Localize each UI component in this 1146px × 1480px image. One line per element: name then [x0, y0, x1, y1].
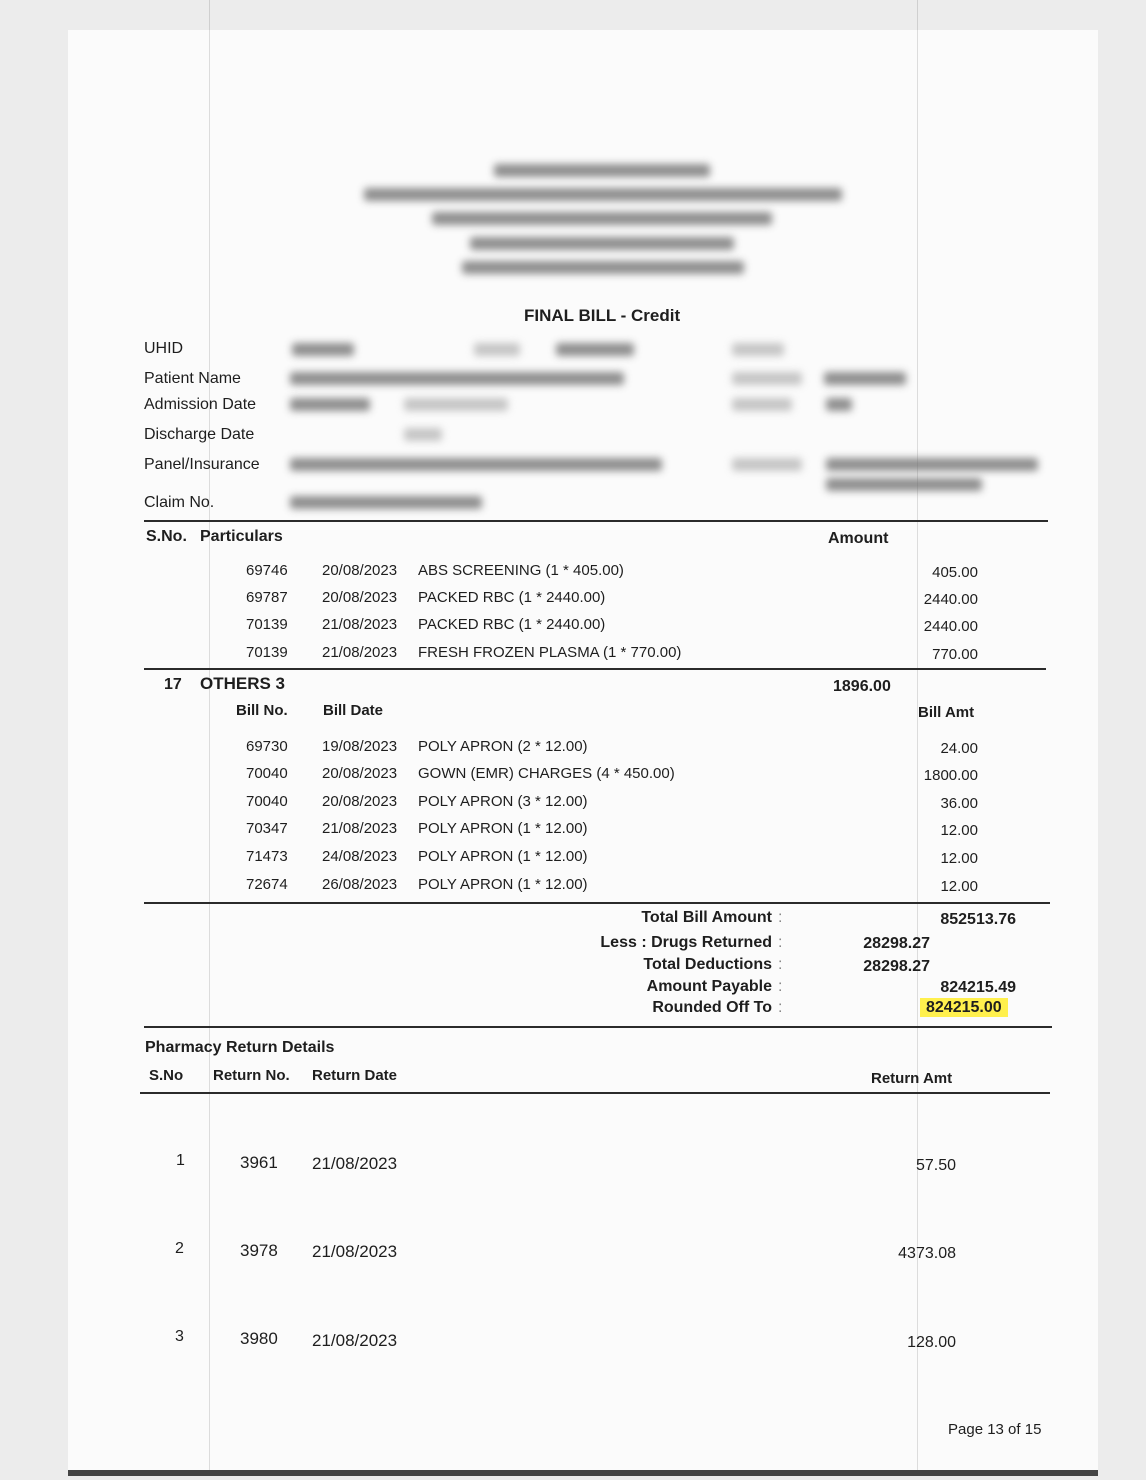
- return-amt-header: Return Amt: [871, 1070, 953, 1087]
- amount-cell: 770.00: [932, 646, 978, 663]
- date-cell: 20/08/2023: [322, 562, 398, 579]
- uhid-label: UHID: [144, 340, 184, 357]
- particular-cell: PACKED RBC (1 * 2440.00): [418, 616, 606, 633]
- date-cell: 20/08/2023: [322, 793, 398, 810]
- discharge-date-label: Discharge Date: [144, 426, 255, 443]
- claim-no-label: Claim No.: [144, 494, 215, 511]
- amount-cell: 405.00: [932, 564, 978, 581]
- particulars-header: Particulars: [200, 528, 283, 545]
- bill-no-cell: 70347: [246, 820, 288, 837]
- return-sno-cell: 1: [176, 1152, 185, 1169]
- date-cell: 21/08/2023: [322, 616, 398, 633]
- return-date-cell: 21/08/2023: [312, 1331, 398, 1350]
- less-drugs-label: Less : Drugs Returned: [600, 934, 772, 951]
- return-amt-cell: 128.00: [907, 1334, 956, 1351]
- amount-cell: 12.00: [940, 850, 978, 867]
- amount-cell: 1800.00: [923, 767, 978, 784]
- others-sno: 17: [164, 676, 182, 693]
- particular-cell: GOWN (EMR) CHARGES (4 * 450.00): [418, 765, 675, 782]
- separator: :: [778, 909, 783, 926]
- bill-no-cell: 69730: [246, 738, 288, 755]
- bill-no-cell: 69746: [246, 562, 288, 579]
- total-bill-label: Total Bill Amount: [641, 909, 772, 926]
- amount-cell: 24.00: [940, 740, 978, 757]
- panel-insurance-label: Panel/Insurance: [144, 456, 260, 473]
- divider: [144, 902, 1050, 904]
- amount-payable-label: Amount Payable: [646, 978, 772, 995]
- return-no-header: Return No.: [213, 1067, 290, 1084]
- amount-cell: 2440.00: [923, 591, 978, 608]
- date-cell: 24/08/2023: [322, 848, 398, 865]
- date-cell: 20/08/2023: [322, 589, 398, 606]
- separator: :: [778, 956, 783, 973]
- particular-cell: POLY APRON (1 * 12.00): [418, 848, 588, 865]
- scan-fold-line: [209, 0, 210, 1470]
- bill-no-cell: 72674: [246, 876, 288, 893]
- pharmacy-returns-title: Pharmacy Return Details: [145, 1039, 335, 1056]
- bill-no-cell: 70040: [246, 793, 288, 810]
- date-cell: 26/08/2023: [322, 876, 398, 893]
- amount-cell: 12.00: [940, 878, 978, 895]
- amount-payable-value: 824215.49: [940, 979, 1016, 996]
- divider: [140, 1092, 1050, 1094]
- return-amt-cell: 57.50: [915, 1157, 956, 1174]
- others-title: OTHERS 3: [200, 674, 286, 693]
- total-deductions-label: Total Deductions: [643, 956, 772, 973]
- others-total: 1896.00: [833, 678, 891, 695]
- total-deductions-value: 28298.27: [863, 958, 930, 975]
- amount-cell: 2440.00: [923, 618, 978, 635]
- return-date-header: Return Date: [312, 1067, 398, 1084]
- particular-cell: ABS SCREENING (1 * 405.00): [418, 562, 624, 579]
- bill-no-cell: 70040: [246, 765, 288, 782]
- return-no-cell: 3961: [240, 1153, 278, 1172]
- return-sno-cell: 2: [175, 1240, 184, 1257]
- particular-cell: POLY APRON (3 * 12.00): [418, 793, 588, 810]
- bill-no-cell: 70139: [246, 616, 288, 633]
- particular-cell: POLY APRON (1 * 12.00): [418, 820, 588, 837]
- return-date-cell: 21/08/2023: [312, 1242, 398, 1261]
- return-sno-header: S.No: [149, 1067, 184, 1084]
- date-cell: 20/08/2023: [322, 765, 398, 782]
- bill-no-cell: 70139: [246, 644, 288, 661]
- divider: [144, 668, 1046, 670]
- rounded-off-value: 824215.00: [920, 998, 1008, 1017]
- bill-no-cell: 71473: [246, 848, 288, 865]
- particular-cell: FRESH FROZEN PLASMA (1 * 770.00): [418, 644, 682, 661]
- return-no-cell: 3978: [240, 1241, 278, 1260]
- amount-header: Amount: [828, 530, 889, 547]
- return-sno-cell: 3: [175, 1328, 184, 1345]
- particular-cell: POLY APRON (2 * 12.00): [418, 738, 588, 755]
- admission-date-label: Admission Date: [144, 396, 257, 413]
- total-bill-value: 852513.76: [940, 911, 1016, 928]
- date-cell: 19/08/2023: [322, 738, 398, 755]
- return-no-cell: 3980: [240, 1329, 278, 1348]
- scan-bottom-edge: [68, 1470, 1098, 1476]
- amount-cell: 12.00: [940, 822, 978, 839]
- bill-no-header: Bill No.: [236, 702, 288, 719]
- page-number: Page 13 of 15: [948, 1421, 1042, 1438]
- divider: [144, 1026, 1052, 1028]
- patient-name-label: Patient Name: [144, 370, 241, 387]
- bill-amt-header: Bill Amt: [918, 704, 975, 721]
- bill-date-header: Bill Date: [323, 702, 384, 719]
- return-date-cell: 21/08/2023: [312, 1154, 398, 1173]
- separator: :: [778, 934, 783, 951]
- divider: [144, 520, 1048, 522]
- rounded-off-label: Rounded Off To: [652, 999, 772, 1016]
- particular-cell: PACKED RBC (1 * 2440.00): [418, 589, 606, 606]
- less-drugs-value: 28298.27: [863, 935, 930, 952]
- amount-cell: 36.00: [940, 795, 978, 812]
- sno-header: S.No.: [146, 528, 187, 545]
- bill-title: FINAL BILL - Credit: [524, 306, 681, 325]
- particular-cell: POLY APRON (1 * 12.00): [418, 876, 588, 893]
- separator: :: [778, 978, 783, 995]
- date-cell: 21/08/2023: [322, 644, 398, 661]
- return-amt-cell: 4373.08: [898, 1245, 956, 1262]
- date-cell: 21/08/2023: [322, 820, 398, 837]
- bill-no-cell: 69787: [246, 589, 288, 606]
- separator: :: [778, 999, 783, 1016]
